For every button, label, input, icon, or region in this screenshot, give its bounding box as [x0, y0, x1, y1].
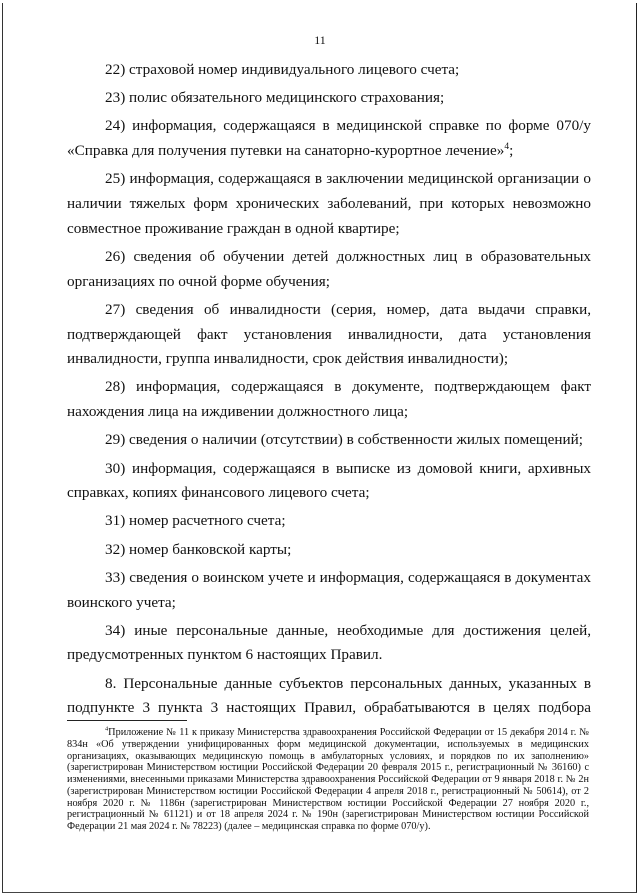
item-text: информация, содержащаяся в выписке из домовой книги, архивных справках, копиях финансового лицевого счета; — [67, 459, 592, 502]
list-item-28 — [67, 375, 591, 424]
item-text: страховой номер индивидуального лицевого счета; — [129, 61, 460, 78]
item-number: 8. — [105, 674, 117, 692]
item-text: полис обязательного медицинского страхования; — [129, 89, 445, 107]
item-number: 27) — [105, 300, 126, 318]
footnote-text: Приложение № 11 к приказу Министерства здравоохранения Российской Федерации от 15 декабря 2014 г. № 834н «Об утверждении унифицированных форм медицинской документации, используемых в медицинских организациях, оказывающих медицинскую помощь в амбулаторных условиях, и порядков по их заполнению» (зарегистрирован Министерством юстиции Российской Федерации 20 февраля 2015 г., регистрационный № 36160) с изменениями, внесенными приказами Министерства здравоохранения Российской Федерации от 9 января 2018 г. № 2н (зарегистрирован Министерством юстиции Российской Федерации 4 апреля 2018 г., регистрационный № 50614), от 2 ноября 2020 г. № 1186н (зарегистрирован Министерством юстиции Российской Федерации 27 ноября 2020 г., регистрационный № 61121) и от 18 апреля 2024 г. № 190н (зарегистрирован Министерством юстиции Российской Федерации 21 мая 2024 г. № 78223) (далее – медицинская справка по форме 070/у). — [67, 727, 589, 832]
list-item-29 — [67, 428, 591, 453]
item-number: 24) — [105, 117, 126, 135]
list-item-26 — [67, 245, 591, 294]
item-text: информация, содержащаяся в заключении медицинской организации о наличии тяжелых форм хронических заболеваний, при которых невозможно совместное проживание граждан в одной квартире; — [67, 170, 591, 237]
footnote-reference[interactable]: 4 — [504, 142, 510, 153]
item-number: 32) — [105, 540, 126, 558]
list-item-27 — [67, 298, 591, 372]
item-number: 28) — [105, 378, 126, 396]
footnote-separator — [67, 720, 187, 721]
item-number: 29) — [105, 431, 126, 449]
item-text: сведения о наличии (отсутствии) в собственности жилых помещений; — [129, 431, 583, 449]
paragraph-8 — [67, 672, 591, 721]
list-item-31 — [67, 509, 591, 534]
list-item-24 — [67, 114, 591, 163]
list-item-33 — [67, 566, 591, 615]
item-text: номер банковской карты; — [129, 540, 292, 558]
page-number: 11 — [314, 33, 326, 47]
list-item-23 — [67, 86, 591, 111]
item-text: сведения о воинском учете и информация, содержащаяся в документах воинского учета; — [67, 568, 591, 611]
footnote-mark: 4 — [105, 725, 109, 733]
item-number: 34) — [105, 621, 126, 639]
item-text: сведения об обучении детей должностных лиц в образовательных организациях по очной форме обучения; — [67, 247, 592, 290]
list-item-30 — [67, 457, 591, 506]
item-text: иные персональные данные, необходимые для достижения целей, предусмотренных пунктом 6 настоящих Правил. — [67, 621, 592, 664]
list-item-34 — [67, 619, 591, 668]
item-text: информация, содержащаяся в медицинской справке по форме 070/у «Справка для получения путевки на санаторно-курортное лечение» — [67, 117, 591, 160]
item-text-tail: ; — [509, 142, 514, 160]
item-number: 25) — [105, 170, 126, 188]
item-text: номер расчетного счета; — [129, 512, 286, 530]
footnote — [67, 727, 589, 833]
item-text: сведения об инвалидности (серия, номер, дата выдачи справки, подтверждающей факт установления инвалидности, дата установления инвалидности, группа инвалидности, срок действия инвалидности); — [67, 300, 591, 368]
item-text: Персональные данные субъектов персональных данных, указанных в подпункте 3 пункта 3 настоящих Правил, обрабатываются в целях подбора — [67, 674, 592, 717]
list-item-22 — [67, 58, 591, 83]
item-number: 31) — [105, 512, 126, 530]
list-item-25 — [67, 167, 591, 241]
item-number: 23) — [105, 89, 126, 107]
item-text: информация, содержащаяся в документе, подтверждающем факт нахождения лица на иждивении должностного лица; — [67, 378, 592, 421]
item-number: 33) — [105, 568, 126, 586]
document-body — [67, 58, 591, 725]
item-number: 30) — [105, 459, 126, 477]
list-item-32 — [67, 538, 591, 563]
item-number: 26) — [105, 247, 126, 265]
item-number: 22) — [105, 61, 126, 78]
